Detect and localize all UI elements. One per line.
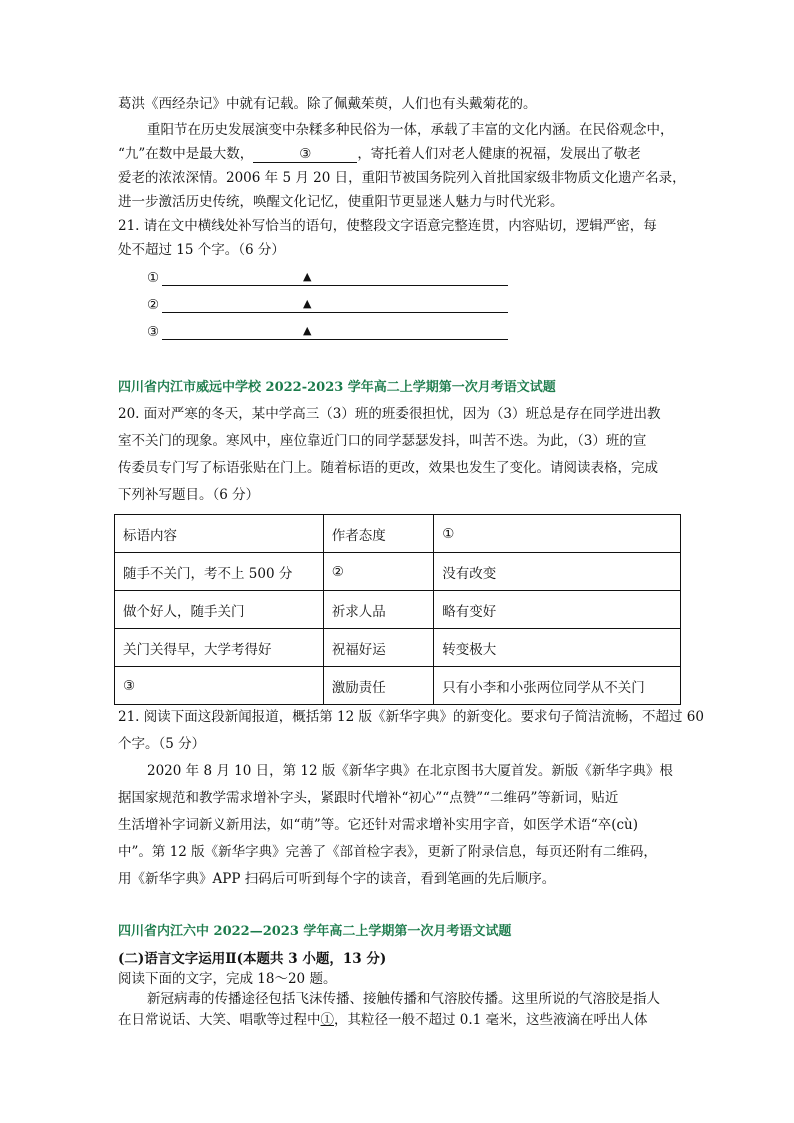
table-cell: 关门关得早，大学考得好 (115, 629, 324, 667)
paragraph-line: 重阳节在历史发展演变中杂糅多种民俗为一体，承载了丰富的文化内涵。在民俗观念中， (147, 122, 674, 138)
table-row (115, 515, 681, 553)
news-paragraph-line: 中”。第 12 版《新华字典》完善了《部首检字表》，更新了附录信息，每页还附有二维码， (118, 844, 657, 860)
table-cell: 没有改变 (434, 553, 681, 591)
paragraph-line: 葛洪《西经杂记》中就有记载。除了佩戴茱萸，人们也有头戴菊花的。 (118, 96, 537, 112)
news-paragraph-line: 用《新华字典》APP 扫码后可听到每个字的读音，看到笔画的先后顺序。 (118, 871, 556, 887)
table-cell: 祈求人品 (323, 591, 434, 629)
paragraph-line: 新冠病毒的传播途径包括飞沫传播、接触传播和气溶胶传播。这里所说的气溶胶是指人 (147, 991, 660, 1007)
question-21-text: 个字。（5 分） (118, 736, 206, 752)
slogan-table (114, 514, 681, 705)
news-paragraph-line: 生活增补字词新义新用法，如“萌”等。它还针对需求增补实用字音，如医学术语“卒(cù) (118, 817, 638, 833)
answer-label: ③ (147, 324, 160, 340)
table-cell: ③ (115, 667, 324, 705)
table-cell: 祝福好运 (323, 629, 434, 667)
answer-line (162, 338, 508, 340)
news-paragraph-line: 2020 年 8 月 10 日，第 12 版《新华字典》在北京图书大厦首发。新版《新华字典》根 (147, 763, 673, 779)
answer-line (162, 311, 508, 313)
subsection-heading: (二)语言文字运用Ⅱ(本题共 3 小题，13 分) (118, 951, 387, 967)
question-21-text: 21. 阅读下面这段新闻报道，概括第 12 版《新华字典》的新变化。要求句子简洁流畅，不超过 60 (118, 709, 704, 725)
table-cell: 作者态度 (323, 515, 434, 553)
table-cell: 做个好人，随手关门 (115, 591, 324, 629)
table-row (115, 591, 681, 629)
paragraph-line (118, 1011, 648, 1029)
fill-blank-3: ③ (253, 146, 357, 163)
table-cell: 转变极大 (434, 629, 681, 667)
question-21-text: 处不超过 15 个字。（6 分） (118, 242, 285, 258)
text-fragment: “九”在数中是最大数， (118, 146, 254, 162)
paragraph-line: 阅读下面的文字，完成 18～20 题。 (118, 971, 337, 987)
section-heading: 四川省内江市威远中学校 2022-2023 学年高二上学期第一次月考语文试题 (118, 380, 556, 395)
table-row (115, 667, 681, 705)
news-paragraph-line: 据国家规范和教学需求增补字头，紧跟时代增补“初心”“点赞”“二维码”等新词，贴近 (118, 790, 619, 806)
table-cell: 标语内容 (115, 515, 324, 553)
question-21-text: 21. 请在文中横线处补写恰当的语句，使整段文字语意完整连贯，内容贴切，逻辑严密，每 (118, 218, 657, 234)
text-fragment: ，其粒径一般不超过 0.1 毫米，这些液滴在呼出人体 (334, 1012, 648, 1028)
answer-label: ② (147, 297, 160, 313)
triangle-marker-icon: ▲ (303, 270, 312, 283)
triangle-marker-icon: ▲ (303, 324, 312, 337)
text-fragment: ，寄托着人们对老人健康的祝福，发展出了敬老 (357, 146, 641, 162)
question-20-text: 20. 面对严寒的冬天，某中学高三（3）班的班委很担忧，因为（3）班总是存在同学进出教 (118, 406, 661, 422)
table-row (115, 629, 681, 667)
question-20-text: 室不关门的现象。寒风中，座位靠近门口的同学瑟瑟发抖，叫苦不迭。为此，（3）班的宣 (118, 433, 647, 449)
question-20-text: 下列补写题目。（6 分） (118, 487, 260, 503)
paragraph-line: 爱老的浓浓深情。2006 年 5 月 20 日，重阳节被国务院列入首批国家级非物质文化遗产名录， (118, 170, 686, 186)
answer-line (162, 284, 508, 286)
paragraph-line: 进一步激活历史传统，唤醒文化记忆，使重阳节更显迷人魅力与时代光彩。 (118, 194, 564, 210)
table-row (115, 553, 681, 591)
section-heading: 四川省内江六中 2022—2023 学年高二上学期第一次月考语文试题 (118, 924, 512, 939)
table-cell: 随手不关门，考不上 500 分 (115, 553, 324, 591)
answer-label: ① (147, 270, 160, 286)
blank-marker-1: ① (320, 1012, 334, 1028)
text-fragment: 在日常说话、大笑、唱歌等过程中 (118, 1012, 321, 1028)
paragraph-line (118, 145, 641, 163)
table-cell: ① (434, 515, 681, 553)
table-cell: 激励责任 (323, 667, 434, 705)
table-cell: ② (323, 553, 434, 591)
table-cell: 只有小李和小张两位同学从不关门 (434, 667, 681, 705)
table-cell: 略有变好 (434, 591, 681, 629)
triangle-marker-icon: ▲ (303, 297, 312, 310)
question-20-text: 传委员专门写了标语张贴在门上。随着标语的更改，效果也发生了变化。请阅读表格，完成 (118, 460, 658, 476)
